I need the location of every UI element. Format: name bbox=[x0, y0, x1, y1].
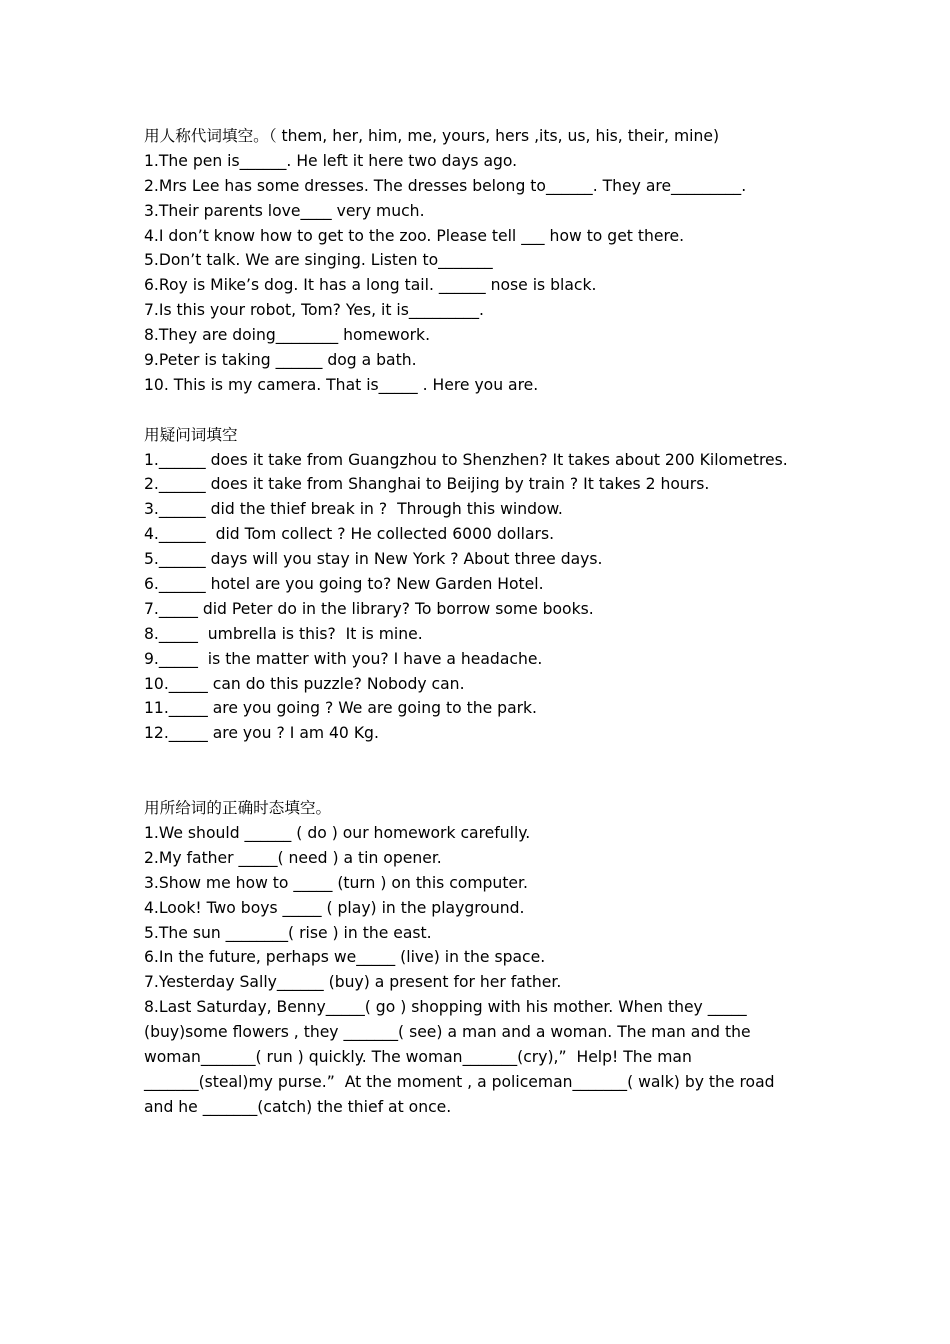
exercise-item: 3.Their parents love____ very much. bbox=[144, 201, 425, 220]
story-paragraph bbox=[144, 995, 824, 1119]
exercise-item: 5.______ days will you stay in New York ? About three days. bbox=[144, 550, 603, 569]
exercise-item: 3.______ did the thief break in ? Through this window. bbox=[144, 500, 563, 519]
exercise-item: 2.My father _____( need ) a tin opener. bbox=[144, 848, 442, 867]
exercise-item: 8._____ umbrella is this? It is mine. bbox=[144, 624, 423, 643]
worksheet-page bbox=[144, 124, 824, 1120]
paragraph-line: and he _______(catch) the thief at once. bbox=[144, 1097, 452, 1116]
exercise-item: 3.Show me how to _____ (turn ) on this computer. bbox=[144, 873, 528, 892]
exercise-item: 2.______ does it take from Shanghai to Beijing by train ? It takes 2 hours. bbox=[144, 475, 710, 494]
paragraph-line: _______(steal)my purse.” At the moment , a policeman_______( walk) by the road bbox=[144, 1072, 775, 1091]
section-pronouns bbox=[144, 124, 824, 398]
exercise-item: 6.In the future, perhaps we_____ (live) in the space. bbox=[144, 948, 546, 967]
exercise-item: 7._____ did Peter do in the library? To borrow some books. bbox=[144, 599, 594, 618]
exercise-item: 5.The sun ________( rise ) in the east. bbox=[144, 923, 432, 942]
section-spacer bbox=[144, 746, 824, 796]
paragraph-line: 8.Last Saturday, Benny_____( go ) shopping with his mother. When they _____ bbox=[144, 998, 747, 1017]
exercise-item: 1.The pen is______. He left it here two days ago. bbox=[144, 151, 518, 170]
section-heading: 用所给词的正确时态填空。 bbox=[144, 799, 332, 818]
section-verb-tenses bbox=[144, 796, 824, 1120]
exercise-item: 12._____ are you ? I am 40 Kg. bbox=[144, 724, 379, 743]
paragraph-line: (buy)some flowers , they _______( see) a man and a woman. The man and the bbox=[144, 1023, 751, 1042]
exercise-item: 1.We should ______ ( do ) our homework carefully. bbox=[144, 823, 531, 842]
section-spacer bbox=[144, 398, 824, 423]
exercise-item: 4.I don’t know how to get to the zoo. Please tell ___ how to get there. bbox=[144, 226, 685, 245]
section-heading: 用人称代词填空。（ them, her, him, me, yours, hers ,its, us, his, their, mine) bbox=[144, 127, 720, 145]
exercise-item: 4.Look! Two boys _____ ( play) in the playground. bbox=[144, 898, 525, 917]
exercise-item: 7.Is this your robot, Tom? Yes, it is_________. bbox=[144, 301, 484, 320]
exercise-item: 9._____ is the matter with you? I have a headache. bbox=[144, 649, 543, 668]
section-question-words bbox=[144, 423, 824, 747]
exercise-item: 10._____ can do this puzzle? Nobody can. bbox=[144, 674, 465, 693]
exercise-item: 10. This is my camera. That is_____ . Here you are. bbox=[144, 375, 539, 394]
exercise-item: 11._____ are you going ? We are going to the park. bbox=[144, 699, 538, 718]
exercise-item: 6.Roy is Mike’s dog. It has a long tail. ______ nose is black. bbox=[144, 276, 597, 295]
section-heading: 用疑问词填空 bbox=[144, 425, 238, 444]
exercise-item: 4.______ did Tom collect ? He collected 6000 dollars. bbox=[144, 525, 555, 544]
paragraph-line: woman_______( run ) quickly. The woman_______(cry),” Help! The man bbox=[144, 1047, 692, 1066]
exercise-item: 1.______ does it take from Guangzhou to Shenzhen? It takes about 200 Kilometres. bbox=[144, 450, 788, 469]
exercise-item: 8.They are doing________ homework. bbox=[144, 326, 431, 345]
exercise-item: 2.Mrs Lee has some dresses. The dresses belong to______. They are_________. bbox=[144, 176, 747, 195]
exercise-item: 9.Peter is taking ______ dog a bath. bbox=[144, 351, 417, 370]
exercise-item: 5.Don’t talk. We are singing. Listen to_______ bbox=[144, 251, 493, 270]
exercise-item: 7.Yesterday Sally______ (buy) a present for her father. bbox=[144, 973, 562, 992]
exercise-item: 6.______ hotel are you going to? New Garden Hotel. bbox=[144, 575, 544, 594]
